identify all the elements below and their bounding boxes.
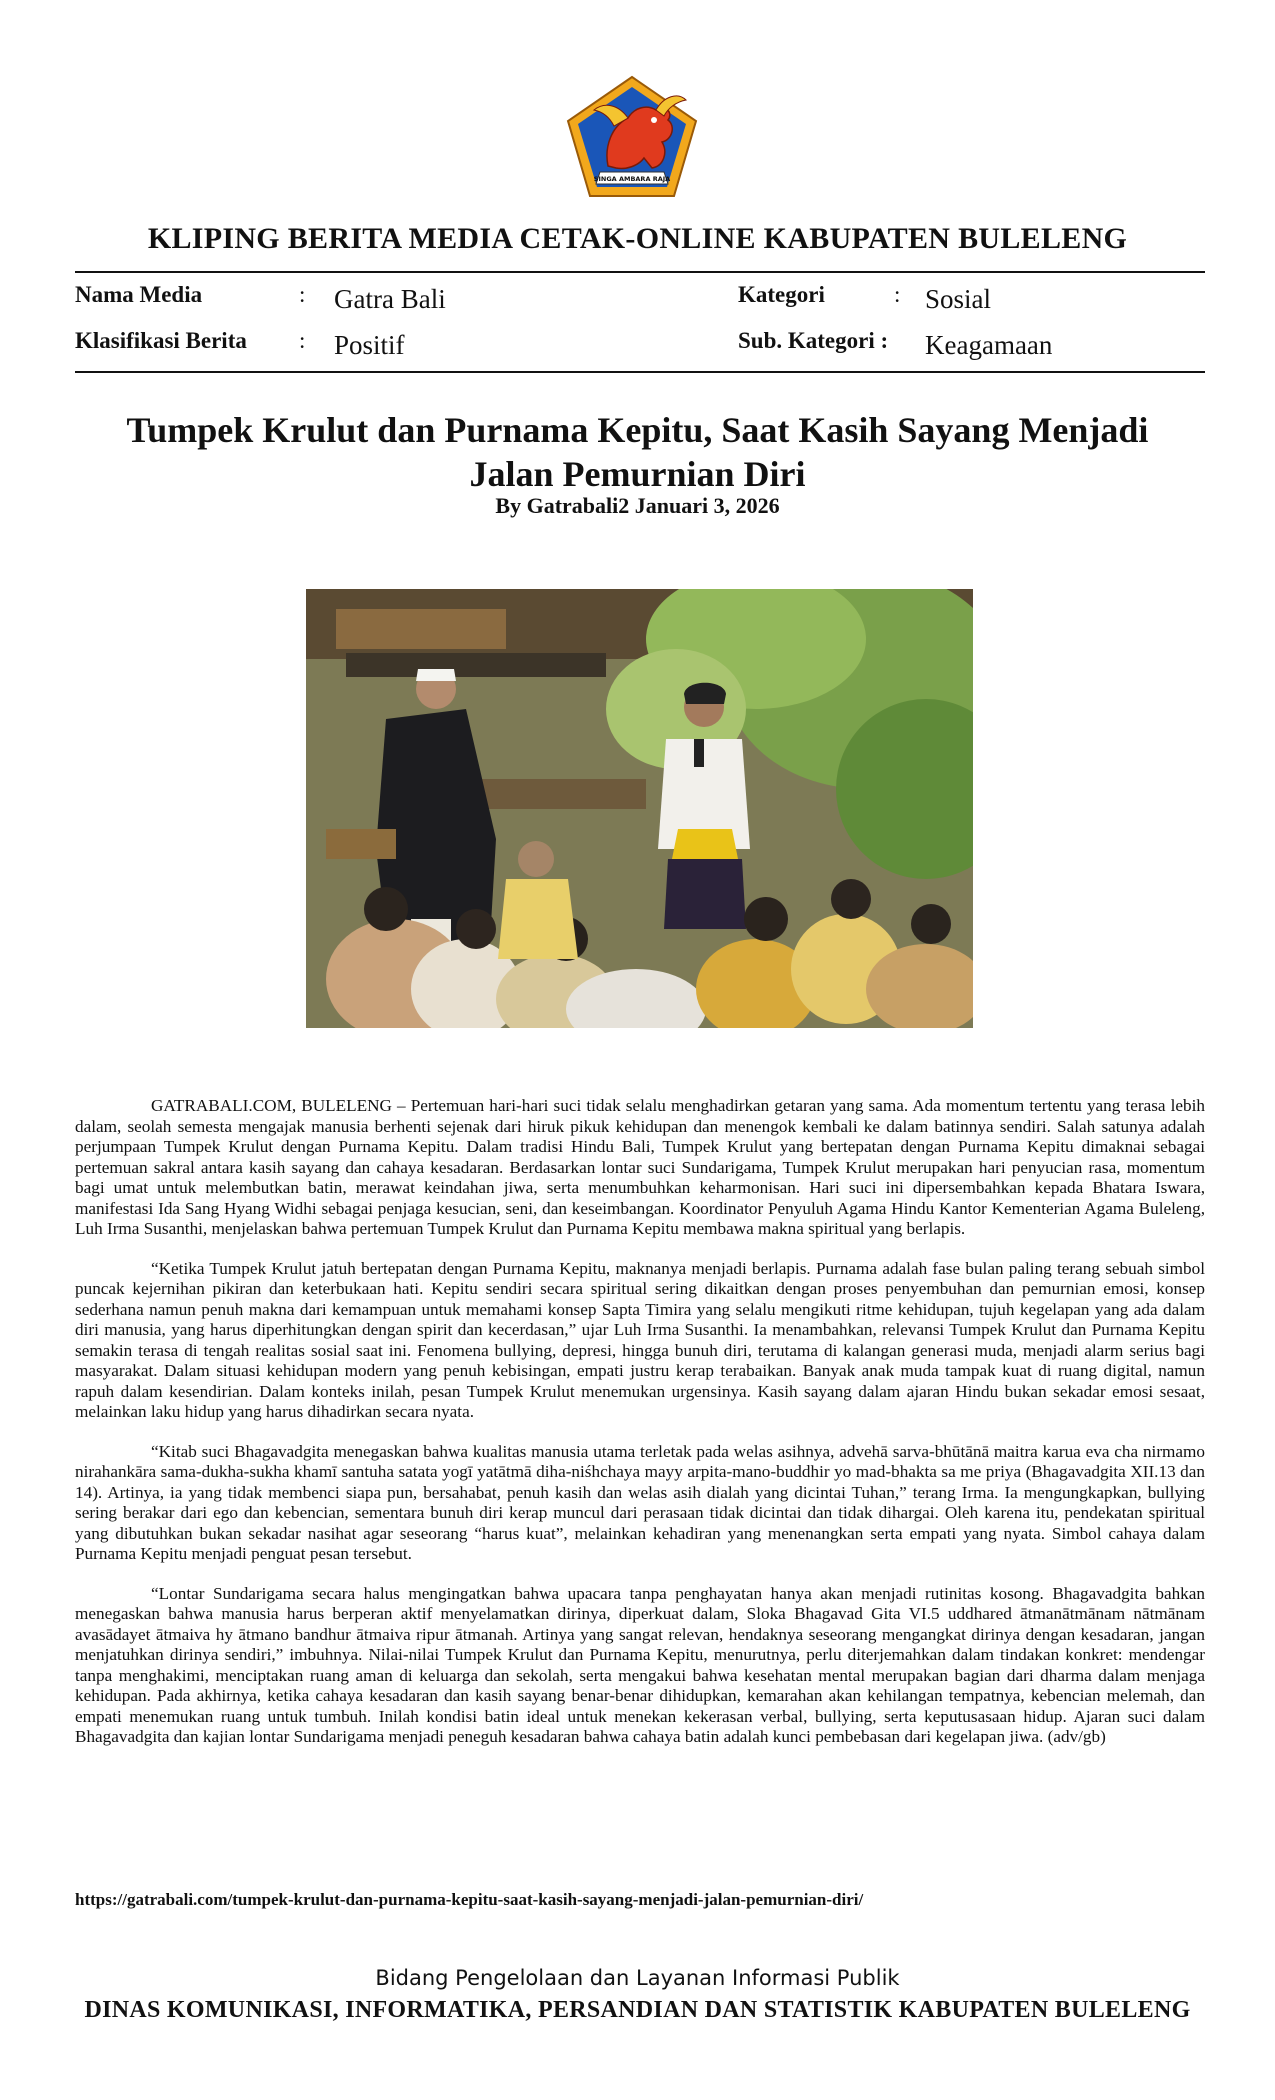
article-paragraph: GATRABALI.COM, BULELENG – Pertemuan hari-hari suci tidak selalu menghadirkan getaran yang sama. Ada momentum tertentu yang terasa lebih dalam, seolah semesta mengajak manusia berhenti sejenak dari hiruk pikuk kehidupan dan menengok kembali ke dalam batinnya sendiri. Salah satunya adalah perjumpaan Tumpek Krulut dengan Purnama Kepitu. Dalam tradisi Hindu Bali, Tumpek Krulut yang bertepatan dengan Purnama Kepitu dimaknai sebagai pertemuan sakral antara kasih sayang dan cahaya kesadaran. Berdasarkan lontar suci Sundarigama, Tumpek Krulut merupakan hari penyucian rasa, momentum bagi umat untuk melembutkan batin, merawat keindahan jiwa, serta menumbuhkan keharmonisan. Hari suci ini dipersembahkan kepada Bhatara Iswara, manifestasi Ida Sang Hyang Widhi sebagai penjaga kesucian, seni, dan keseimbangan. Koordinator Penyuluh Agama Hindu Kantor Kementerian Agama Buleleng, Luh Irma Susanthi, menjelaskan bahwa pertemuan Tumpek Krulut dan Purnama Kepitu membawa makna spiritual yang berlapis. bbox=[75, 1096, 1205, 1238]
article-paragraph: “Lontar Sundarigama secara halus mengingatkan bahwa upacara tanpa penghayatan hanya akan menjadi rutinitas kosong. Bhagavadgita bahkan menegaskan bahwa manusia harus berperan aktif menyelamatkan dirinya, diperkuat dalam, Sloka Bhagavad Gita VI.5 uddhared ātmanātmānam͏ nātmānam avasādayet ātmaiva hy ātmano bandhur ātmaiva ripur ātmanah͏. Artinya yang sangat relevan, hendaknya seseorang mengangkat dirinya dengan kesadaran, jangan menjatuhkan dirinya sendiri,” imbuhnya. Nilai-nilai Tumpek Krulut dan Purnama Kepitu, menurutnya, perlu diterjemahkan dalam tindakan konkret: mendengar tanpa menghakimi, menciptakan ruang aman di keluarga dan sekolah, serta mengakui bahwa kesehatan mental merupakan bagian dari dharma dalam menjaga kehidupan. Pada akhirnya, ketika cahaya kesadaran dan kasih sayang benar-benar dihidupkan, kemarahan akan kehilangan tempatnya, kebencian melemah, dan empati menemukan ruang untuk tumbuh. Inilah kondisi batin ideal untuk menekan kekerasan verbal, bullying, serta keputusasaan hidup. Ajaran suci dalam Bhagavadgita dan kajian lontar Sundarigama menjadi peneguh kesadaran bahwa cahaya batin adalah kunci pembebasan dari kegelapan jiwa. (adv/gb) bbox=[75, 1583, 1205, 1746]
article-title: Tumpek Krulut dan Purnama Kepitu, Saat Kasih Sayang Menjadi Jalan Pemurnian Diri bbox=[126, 410, 1149, 494]
header-divider-top bbox=[75, 271, 1205, 273]
article-photo bbox=[306, 589, 973, 1028]
meta-sub-kategori-value: Keagamaan bbox=[925, 330, 1053, 360]
meta-klasifikasi-value: Positif bbox=[334, 330, 405, 360]
article-paragraph: “Ketika Tumpek Krulut jatuh bertepatan dengan Purnama Kepitu, maknanya menjadi berlapis. Purnama adalah fase bulan paling terang sebuah simbol puncak kejernihan pikiran dan keterbukaan hati. Kepitu sendiri secara spiritual sering dikaitkan dengan proses penyembuhan dan pemurnian emosi, konsep sederhana namun penuh makna dari kemampuan untuk memahami konsep Sapta Timira yang selalu mengikuti ritme kehidupan, tujuh kegelapan yang ada dalam diri manusia, yang harus diperhitungkan dengan spirit dan kecerdasan,” ujar Luh Irma Susanthi. Ia menambahkan, relevansi Tumpek Krulut dan Purnama Kepitu semakin terasa di tengah realitas sosial saat ini. Fenomena bullying, depresi, hingga bunuh diri, terutama di kalangan generasi muda, menjadi alarm serius bagi masyarakat. Dalam situasi kehidupan modern yang penuh kebisingan, empati justru kerap terabaikan. Banyak anak muda tampak kuat di ruang digital, namun rapuh dalam kesendirian. Dalam konteks inilah, pesan Tumpek Krulut menemukan urgensinya. Kasih sayang dalam ajaran Hindu bukan sekadar emosi sesaat, melainkan laku hidup yang harus dihadirkan secara nyata. bbox=[75, 1258, 1205, 1421]
meta-separator: : bbox=[894, 282, 901, 307]
footer-unit: Bidang Pengelolaan dan Layanan Informasi Publik bbox=[375, 1966, 900, 1990]
meta-nama-media-label: Nama Media bbox=[75, 282, 203, 307]
meta-nama-media-value: Gatra Bali bbox=[334, 284, 446, 314]
meta-klasifikasi-label: Klasifikasi Berita bbox=[75, 328, 247, 353]
meta-separator: : bbox=[299, 282, 306, 307]
meta-sub-kategori-label: Sub. Kategori : bbox=[738, 328, 889, 353]
source-url-link[interactable]: https://gatrabali.com/tumpek-krulut-dan-purnama-kepitu-saat-kasih-sayang-menjadi-jalan-pemurnian-diri/ bbox=[75, 1890, 864, 1909]
article-paragraph: “Kitab suci Bhagavadgita menegaskan bahwa kualitas manusia utama terletak pada welas asihnya, adve͏h͏ā sarva-bhūtānā͏ maitra͏ karu͏a eva cha nirmamo nirahankāra͏ sama-du͏kha-sukha͏ k͏hamī santu͏h͏a͏ satata͏ yogī yatātmā d͏i͏ha-niśhchaya͏ mayy arpita-mano-buddhir yo mad-bhakta͏ sa me priya͏ (Bhagavadgita XII.13 dan 14). Artinya, ia yang tidak membenci siapa pun, bersahabat, penuh kasih dan welas asih dialah yang dicintai Tuhan,” terang Irma. Ia mengungkapkan, bullying sering berakar dari ego dan kebencian, sementara bunuh diri kerap muncul dari perasaan tidak dicintai dan tidak dihargai. Oleh karena itu, pendekatan spiritual yang dibutuhkan bukan sekadar nasihat agar seseorang “harus kuat”, melainkan kehadiran yang menenangkan serta empati yang nyata. Simbol cahaya dalam Purnama Kepitu menjadi penguat pesan tersebut. bbox=[75, 1441, 1205, 1563]
logo-motto-text: SINGA AMBARA RAJA bbox=[593, 175, 671, 183]
meta-kategori-label: Kategori bbox=[738, 282, 825, 307]
buleleng-crest-logo bbox=[564, 74, 700, 200]
meta-separator: : bbox=[299, 328, 306, 353]
clipping-header-title: KLIPING BERITA MEDIA CETAK-ONLINE KABUPATEN BULELENG bbox=[147, 222, 1128, 255]
header-divider-bottom bbox=[75, 371, 1205, 373]
footer-agency: DINAS KOMUNIKASI, INFORMATIKA, PERSANDIAN DAN STATISTIK KABUPATEN BULELENG bbox=[84, 1997, 1191, 2023]
meta-kategori-value: Sosial bbox=[925, 284, 992, 314]
article-body bbox=[75, 1096, 1205, 1767]
article-byline: By Gatrabali2 Januari 3, 2026 bbox=[495, 493, 780, 518]
